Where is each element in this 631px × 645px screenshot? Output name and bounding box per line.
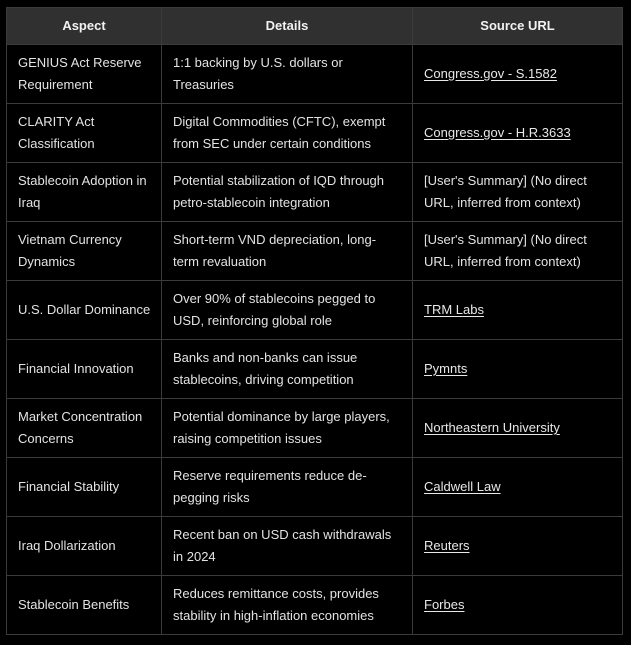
details-cell: Potential stabilization of IQD through petro-stablecoin integration <box>162 163 413 222</box>
source-url-cell <box>413 340 623 399</box>
aspect-cell: GENIUS Act Reserve Requirement <box>7 45 162 104</box>
source-link[interactable]: Congress.gov - S.1582 <box>424 66 557 81</box>
header-aspect: Aspect <box>7 8 162 45</box>
source-link[interactable]: Forbes <box>424 597 465 612</box>
details-cell: Short-term VND depreciation, long-term revaluation <box>162 222 413 281</box>
aspect-cell: Financial Stability <box>7 458 162 517</box>
table-row <box>7 163 623 222</box>
source-url-cell <box>413 281 623 340</box>
details-cell: Potential dominance by large players, raising competition issues <box>162 399 413 458</box>
table-body <box>7 45 623 635</box>
source-url-cell <box>413 399 623 458</box>
header-row <box>7 8 623 45</box>
header-source-url: Source URL <box>413 8 623 45</box>
table-header <box>7 8 623 45</box>
details-cell: Digital Commodities (CFTC), exempt from SEC under certain conditions <box>162 104 413 163</box>
table-row <box>7 576 623 635</box>
aspect-cell: Stablecoin Benefits <box>7 576 162 635</box>
aspect-cell: CLARITY Act Classification <box>7 104 162 163</box>
source-url-cell <box>413 45 623 104</box>
aspect-cell: Stablecoin Adoption in Iraq <box>7 163 162 222</box>
source-link[interactable]: Northeastern University <box>424 420 560 435</box>
aspect-cell: Market Concentration Concerns <box>7 399 162 458</box>
table-row <box>7 399 623 458</box>
aspect-cell: Vietnam Currency Dynamics <box>7 222 162 281</box>
source-link[interactable]: Congress.gov - H.R.3633 <box>424 125 571 140</box>
table-row <box>7 104 623 163</box>
source-link[interactable]: Pymnts <box>424 361 468 376</box>
source-url-cell <box>413 458 623 517</box>
details-cell: Recent ban on USD cash withdrawals in 2024 <box>162 517 413 576</box>
table-row <box>7 222 623 281</box>
details-cell: Over 90% of stablecoins pegged to USD, reinforcing global role <box>162 281 413 340</box>
details-cell: 1:1 backing by U.S. dollars or Treasuries <box>162 45 413 104</box>
details-cell: Banks and non-banks can issue stablecoins, driving competition <box>162 340 413 399</box>
aspect-cell: U.S. Dollar Dominance <box>7 281 162 340</box>
source-link[interactable]: Reuters <box>424 538 470 553</box>
table-row <box>7 340 623 399</box>
table-row <box>7 517 623 576</box>
source-url-cell: [User's Summary] (No direct URL, inferred from context) <box>413 163 623 222</box>
header-details: Details <box>162 8 413 45</box>
source-link[interactable]: Caldwell Law <box>424 479 501 494</box>
details-cell: Reduces remittance costs, provides stability in high-inflation economies <box>162 576 413 635</box>
table-row <box>7 281 623 340</box>
table-row <box>7 45 623 104</box>
source-url-cell <box>413 576 623 635</box>
comparison-table <box>6 7 623 635</box>
aspect-cell: Financial Innovation <box>7 340 162 399</box>
source-url-cell <box>413 104 623 163</box>
source-url-cell <box>413 517 623 576</box>
source-link[interactable]: TRM Labs <box>424 302 484 317</box>
comparison-table-container <box>6 7 622 639</box>
aspect-cell: Iraq Dollarization <box>7 517 162 576</box>
details-cell: Reserve requirements reduce de-pegging risks <box>162 458 413 517</box>
table-row <box>7 458 623 517</box>
source-url-cell: [User's Summary] (No direct URL, inferred from context) <box>413 222 623 281</box>
